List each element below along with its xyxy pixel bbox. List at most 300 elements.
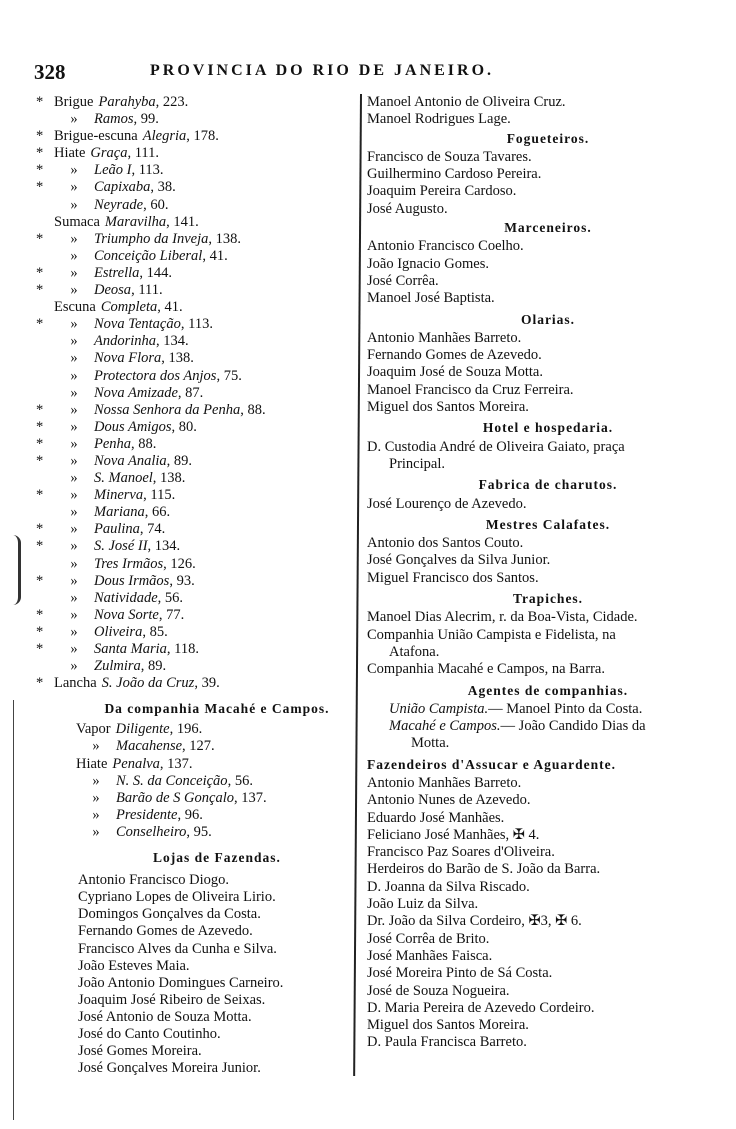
list-item-continuation: Atafona. <box>389 643 440 660</box>
ship-tonnage: , 93. <box>169 572 195 589</box>
ship-tonnage: , 115. <box>143 487 176 504</box>
ship-tonnage: , 66. <box>144 504 171 521</box>
star-mark: * <box>36 641 44 657</box>
star-mark: * <box>36 162 44 179</box>
ship-type: Lancha <box>54 675 97 692</box>
list-item-text: José de Souza Nogueira. <box>367 982 510 999</box>
list-item <box>363 94 733 111</box>
list-item: Cypriano Lopes de Oliveira Lirio. <box>78 889 276 906</box>
list-item <box>363 496 733 513</box>
list-item: João Antonio Domingues Carneiro. <box>78 974 284 991</box>
ditto-mark: » <box>70 179 78 196</box>
ship-tonnage: , 138. <box>161 350 194 367</box>
agent-continuation: Motta. <box>411 735 450 752</box>
list-item <box>363 792 733 809</box>
ditto-mark: » <box>70 589 78 606</box>
ship-name: Completa <box>100 299 158 316</box>
ship-entry <box>36 350 358 367</box>
ship-entry <box>36 162 358 179</box>
ship-name: Paulina <box>94 521 140 538</box>
list-item: Antonio Francisco Diogo. <box>78 872 230 889</box>
ship-name: Penalva <box>112 755 160 772</box>
ditto-mark: » <box>70 162 78 179</box>
ship-name: Estrella <box>94 264 140 281</box>
list-item-text: José Augusto. <box>367 200 448 217</box>
ship-name: Presidente <box>116 806 178 823</box>
ditto-mark: » <box>70 623 78 640</box>
list-item <box>363 1034 733 1051</box>
list-item: Fernando Gomes de Azevedo. <box>78 923 253 940</box>
right-column <box>363 94 733 1052</box>
list-item-text: Eduardo José Manhães. <box>367 809 505 826</box>
ship-entry <box>36 773 358 790</box>
ship-entry <box>36 385 358 402</box>
list-item <box>363 347 733 364</box>
ship-name: Dous Irmãos <box>94 572 170 589</box>
ship-entry <box>36 145 358 162</box>
ship-name: Neyrade <box>94 196 144 213</box>
ship-entry <box>36 721 358 738</box>
ship-entry <box>36 316 358 333</box>
star-mark: * <box>36 179 44 196</box>
ditto-mark: » <box>70 247 78 264</box>
ditto-mark: » <box>70 282 78 299</box>
ship-tonnage: , 60. <box>143 196 169 213</box>
ship-name: Triumpho da Inveja <box>94 230 209 247</box>
ship-entry <box>36 402 358 419</box>
list-item <box>363 661 733 678</box>
list-item <box>363 399 733 416</box>
ship-entry <box>36 675 358 692</box>
list-item <box>363 948 733 965</box>
star-mark: * <box>36 538 44 555</box>
section-heading: Da companhia Macahé e Campos. <box>104 701 330 717</box>
list-item: José Gomes Moreira. <box>78 1043 202 1060</box>
ship-tonnage: , 85. <box>142 623 168 640</box>
ship-entry <box>36 453 358 470</box>
ditto-mark: » <box>70 641 78 657</box>
list-item-continuation: Principal. <box>389 455 445 472</box>
ship-entry <box>36 658 358 675</box>
ditto-mark: » <box>70 316 78 333</box>
ditto-mark: » <box>70 658 78 675</box>
section-heading: Fogueteiros. <box>506 130 590 146</box>
section-heading: Olarias. <box>520 311 576 327</box>
ship-name: Tres Irmãos <box>94 555 164 572</box>
ditto-mark: » <box>70 606 78 623</box>
list-item-text: José Lourenço de Azevedo. <box>367 495 527 512</box>
list-item <box>363 273 733 290</box>
ship-entry <box>36 231 358 248</box>
star-mark: * <box>36 675 44 692</box>
list-item-text: Joaquim José de Souza Motta. <box>367 364 543 381</box>
ship-tonnage: , 118. <box>166 641 199 657</box>
star-mark: * <box>36 452 44 469</box>
ship-entry <box>36 470 358 487</box>
ship-entry <box>36 504 358 521</box>
ship-tonnage: , 137. <box>234 789 267 806</box>
ship-entry <box>36 573 358 590</box>
ship-tonnage: , 96. <box>177 806 203 823</box>
ship-type: Escuna <box>54 299 96 316</box>
ship-tonnage: , 80. <box>171 418 197 435</box>
star-mark: * <box>36 606 44 623</box>
ship-tonnage: , 87. <box>177 384 204 401</box>
ditto-mark: » <box>70 435 78 452</box>
ship-tonnage: , 39. <box>194 675 220 692</box>
list-item <box>363 1017 733 1034</box>
ditto-mark: » <box>70 196 78 213</box>
list-item-text: Manoel José Baptista. <box>367 290 495 307</box>
ditto-mark: » <box>92 789 100 806</box>
list-item <box>363 183 733 200</box>
star-mark: * <box>36 401 44 418</box>
ship-tonnage: , 134. <box>147 538 181 555</box>
ditto-mark: » <box>92 738 100 755</box>
ship-name: Minerva <box>94 487 144 504</box>
ship-tonnage: , 141. <box>166 213 199 230</box>
list-item: Joaquim José Ribeiro de Seixas. <box>78 991 266 1008</box>
lojas-list <box>36 872 358 1077</box>
ship-type: Vapor <box>76 721 111 738</box>
section-heading: Mestres Calafates. <box>485 516 611 532</box>
list-item: Francisco Alves da Cunha e Silva. <box>78 940 277 957</box>
ship-tonnage: , 134. <box>156 333 189 350</box>
list-item <box>363 290 733 307</box>
star-mark: * <box>36 435 44 452</box>
ship-entry <box>36 368 358 385</box>
list-item: Domingos Gonçalves da Costa. <box>78 906 261 923</box>
ship-tonnage: , 89. <box>140 658 167 675</box>
ditto-mark: » <box>70 401 78 418</box>
ship-entry <box>36 111 358 128</box>
list-item-text: D. Custodia André de Oliveira Gaiato, praça <box>367 438 625 455</box>
agent-entry <box>363 701 733 718</box>
ship-entry <box>36 607 358 624</box>
list-item-text: José Manhães Faisca. <box>367 947 493 964</box>
ditto-mark: » <box>70 452 78 469</box>
ship-entry <box>36 641 358 658</box>
list-item-text: José Gonçalves da Silva Junior. <box>367 552 551 569</box>
ship-name: Mariana <box>94 504 145 521</box>
ship-entry <box>36 824 358 841</box>
list-item-text: Manoel Rodrigues Lage. <box>367 111 511 128</box>
list-item-text: Manoel Dias Alecrim, r. da Boa-Vista, Cidade. <box>367 609 638 626</box>
agent-name: — João Candido Dias da <box>500 718 646 735</box>
ship-entry <box>36 521 358 538</box>
ship-name: Conceição Liberal <box>94 247 203 264</box>
list-item <box>363 896 733 913</box>
ditto-mark: » <box>70 470 78 487</box>
list-item-text: D. Joanna da Silva Riscado. <box>367 878 530 895</box>
ship-entry <box>36 487 358 504</box>
ship-name: Dous Amigos <box>94 418 172 435</box>
ship-entry <box>36 179 358 196</box>
list-item-text: Manoel Francisco da Cruz Ferreira. <box>367 381 574 398</box>
list-item-text: Manoel Antonio de Oliveira Cruz. <box>367 94 566 110</box>
ship-name: Natividade <box>94 589 158 606</box>
ship-entry <box>36 265 358 282</box>
ship-entry <box>36 128 358 145</box>
ship-name: Nova Tentação <box>94 316 181 333</box>
list-item: José Gonçalves Moreira Junior. <box>78 1060 261 1077</box>
list-item <box>363 535 733 552</box>
list-item <box>363 827 733 844</box>
section-heading: Agentes de companhias. <box>467 682 629 698</box>
agent-entry <box>363 718 733 735</box>
list-item <box>363 111 733 128</box>
list-item-text: Joaquim Pereira Cardoso. <box>367 183 517 200</box>
ship-tonnage: , 41. <box>157 299 183 316</box>
left-column <box>36 94 358 1077</box>
ship-type: Sumaca <box>54 213 100 230</box>
list-item <box>363 1000 733 1017</box>
ditto-mark: » <box>92 806 100 823</box>
list-item-text: Francisco Paz Soares d'Oliveira. <box>367 844 555 861</box>
star-mark: * <box>36 572 44 589</box>
list-item <box>363 931 733 948</box>
list-item-text: Antonio Francisco Coelho. <box>367 238 524 255</box>
ditto-mark: » <box>70 538 78 555</box>
ship-name: Penha <box>94 435 132 452</box>
ship-name: Barão de S Gonçalo <box>116 789 234 806</box>
ship-tonnage: , 127. <box>182 738 215 755</box>
ship-entry <box>36 790 358 807</box>
ship-name: Oliveira <box>94 623 143 640</box>
ship-name: Protectora dos Anjos <box>94 367 217 384</box>
list-item-text: José Corrêa. <box>367 272 439 289</box>
agent-name: — Manoel Pinto da Costa. <box>488 700 643 717</box>
list-item-text: José Corrêa de Brito. <box>367 930 490 947</box>
ditto-mark: » <box>70 504 78 521</box>
list-item-text: Francisco de Souza Tavares. <box>367 148 532 165</box>
ship-tonnage: , 138. <box>208 230 242 247</box>
star-mark: * <box>36 418 44 435</box>
ship-entry <box>36 807 358 824</box>
list-item-text: Miguel dos Santos Moreira. <box>367 1017 529 1034</box>
list-item-text: D. Maria Pereira de Azevedo Cordeiro. <box>367 999 595 1016</box>
ship-tonnage: , 75. <box>216 367 242 384</box>
ship-name: S. Manoel <box>94 470 153 487</box>
ship-type: Hiate <box>54 145 86 162</box>
ditto-mark: » <box>92 823 100 840</box>
ship-tonnage: , 56. <box>227 772 253 789</box>
ship-name: Capixaba <box>94 179 151 196</box>
ship-name: Nova Analia <box>94 452 167 469</box>
section-heading: Trapiches. <box>512 591 584 607</box>
list-item-text: Antonio Manhães Barreto. <box>367 329 522 346</box>
list-item-text: D. Paula Francisca Barreto. <box>367 1034 527 1051</box>
ship-entry <box>36 94 358 111</box>
ditto-mark: » <box>70 367 78 384</box>
list-item <box>363 879 733 896</box>
agent-company: Macahé e Campos. <box>389 718 501 735</box>
ship-entry <box>36 436 358 453</box>
list-item-text: Fernando Gomes de Azevedo. <box>367 347 542 364</box>
star-mark: * <box>36 145 44 162</box>
margin-line <box>13 700 14 1120</box>
ship-type: Brigue <box>54 94 94 110</box>
section-heading: Hotel e hospedaria. <box>482 420 614 436</box>
star-mark: * <box>36 264 44 281</box>
list-item-text: Antonio Manhães Barreto. <box>367 774 522 791</box>
list-item <box>363 861 733 878</box>
list-item <box>363 552 733 569</box>
star-mark: * <box>36 521 44 538</box>
ship-tonnage: , 88. <box>240 401 266 418</box>
agent-company: União Campista. <box>389 700 489 717</box>
ditto-mark: » <box>70 555 78 572</box>
star-mark: * <box>36 487 44 504</box>
ship-name: Maravilha <box>104 213 167 230</box>
ditto-mark: » <box>92 772 100 789</box>
star-mark: * <box>36 316 44 333</box>
ditto-mark: » <box>70 264 78 281</box>
ship-entry <box>36 419 358 436</box>
list-item-text: Companhia União Campista e Fidelista, na <box>367 626 616 643</box>
ship-name: Diligente <box>115 721 170 738</box>
ship-name: Parahyba <box>98 94 156 110</box>
ship-entry <box>36 756 358 773</box>
list-item-text: José Moreira Pinto de Sá Costa. <box>367 965 553 982</box>
section-heading: Marceneiros. <box>504 220 592 236</box>
list-item-text: Herdeiros do Barão de S. João da Barra. <box>367 861 601 878</box>
ship-name: Deosa <box>94 282 132 299</box>
ship-tonnage: , 74. <box>139 521 166 538</box>
list-item <box>363 913 733 930</box>
section-heading: Fabrica de charutos. <box>478 477 618 493</box>
list-item <box>363 439 733 474</box>
ship-tonnage: , 126. <box>163 555 196 572</box>
page-number: 328 <box>34 60 66 84</box>
ship-type: Brigue-escuna <box>54 128 138 145</box>
ditto-mark: » <box>70 350 78 367</box>
ship-tonnage: , 41. <box>202 247 228 264</box>
ship-name: Santa Maria <box>94 641 167 657</box>
list-item-text: Antonio dos Santos Couto. <box>367 535 524 552</box>
ship-name: Nova Amizade <box>94 384 178 401</box>
section-heading: Fazendeiros d'Assucar e Aguardente. <box>367 756 616 772</box>
macahe-ship-list <box>36 721 358 841</box>
ship-entry <box>36 248 358 265</box>
list-item-text: Feliciano José Manhães, ✠ 4. <box>367 826 540 843</box>
ship-name: Conselheiro <box>116 823 187 840</box>
list-item <box>363 983 733 1000</box>
ship-entry <box>36 282 358 299</box>
ditto-mark: » <box>70 521 78 538</box>
ditto-mark: » <box>70 230 78 247</box>
ship-entry <box>36 624 358 641</box>
ditto-mark: » <box>70 384 78 401</box>
list-item-text: Miguel dos Santos Moreira. <box>367 399 529 416</box>
ship-entry <box>36 590 358 607</box>
list-item-text: Companhia Macahé e Campos, na Barra. <box>367 661 605 678</box>
ship-tonnage: , 111. <box>131 282 163 299</box>
ship-name: Nova Sorte <box>94 606 159 623</box>
ship-tonnage: , 223. <box>155 94 189 110</box>
star-mark: * <box>36 282 44 299</box>
ship-list <box>36 94 358 692</box>
margin-mark <box>6 535 21 605</box>
star-mark: * <box>36 230 44 247</box>
list-item: José do Canto Coutinho. <box>78 1025 221 1042</box>
ship-tonnage: , 178. <box>186 128 219 145</box>
list-item <box>363 965 733 982</box>
list-item <box>363 810 733 827</box>
ship-tonnage: , 196. <box>169 721 203 738</box>
ship-tonnage: , 99. <box>133 111 159 128</box>
ship-name: Macahense <box>116 738 183 755</box>
ship-name: Ramos <box>94 111 134 128</box>
ship-tonnage: , 77. <box>158 606 185 623</box>
list-item <box>363 844 733 861</box>
list-item <box>363 238 733 255</box>
list-item <box>363 256 733 273</box>
ship-entry <box>36 197 358 214</box>
list-item <box>363 609 733 626</box>
ship-entry <box>36 738 358 755</box>
list-item <box>363 166 733 183</box>
list-item <box>363 149 733 166</box>
ship-entry <box>36 214 358 231</box>
ship-tonnage: , 138. <box>152 470 186 487</box>
list-item <box>363 382 733 399</box>
ship-name: Nossa Senhora da Penha <box>94 401 241 418</box>
star-mark: * <box>36 623 44 640</box>
ship-name: Graça <box>90 145 128 162</box>
ship-entry <box>36 538 358 555</box>
ship-tonnage: , 113. <box>180 316 213 333</box>
ship-tonnage: , 88. <box>131 435 157 452</box>
ship-tonnage: , 144. <box>139 264 173 281</box>
ship-name: Andorinha <box>94 333 157 350</box>
ship-tonnage: , 137. <box>159 755 193 772</box>
ship-name: Nova Flora <box>94 350 162 367</box>
ship-entry <box>36 556 358 573</box>
ship-tonnage: , 113. <box>131 162 164 179</box>
ship-name: Leão I <box>94 162 132 179</box>
list-item <box>363 775 733 792</box>
list-item-text: Dr. João da Silva Cordeiro, ✠3, ✠ 6. <box>367 913 582 930</box>
list-item-text: Miguel Francisco dos Santos. <box>367 569 539 586</box>
ship-tonnage: , 111. <box>127 145 160 162</box>
ditto-mark: » <box>70 111 78 128</box>
ditto-mark: » <box>70 333 78 350</box>
section-heading: Lojas de Fazendas. <box>153 850 281 866</box>
ship-tonnage: , 89. <box>166 452 193 469</box>
ship-name: Zulmira <box>94 658 141 675</box>
ditto-mark: » <box>70 418 78 435</box>
list-item <box>363 364 733 381</box>
list-item-text: João Luiz da Silva. <box>367 896 479 913</box>
list-item: José Antonio de Souza Motta. <box>78 1008 252 1025</box>
list-item-text: João Ignacio Gomes. <box>367 255 490 272</box>
star-mark: * <box>36 128 44 145</box>
list-item <box>363 330 733 347</box>
list-item <box>363 201 733 218</box>
ship-tonnage: , 38. <box>150 179 176 196</box>
ship-name: S. João da Cruz <box>101 675 195 692</box>
ship-entry <box>36 299 358 316</box>
ship-entry <box>36 333 358 350</box>
list-item <box>363 570 733 587</box>
list-item-text: Guilhermino Cardoso Pereira. <box>367 166 542 183</box>
ship-tonnage: , 95. <box>186 823 212 840</box>
ship-name: N. S. da Conceição <box>116 772 228 789</box>
ditto-mark: » <box>70 572 78 589</box>
ship-tonnage: , 56. <box>157 589 184 606</box>
list-item: João Esteves Maia. <box>78 957 190 974</box>
